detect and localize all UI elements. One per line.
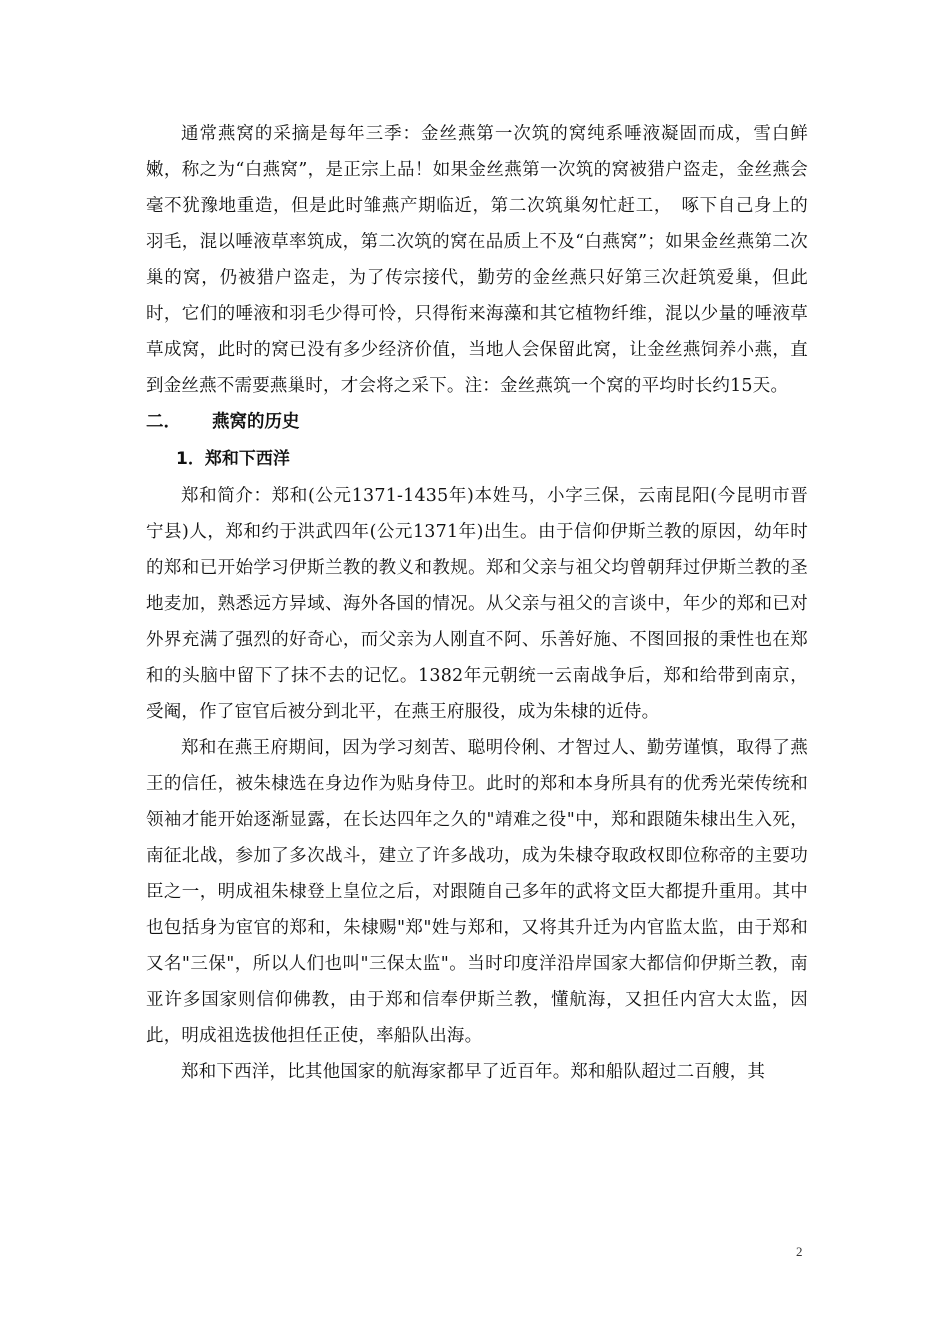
paragraph-bird-nest-harvest: 通常燕窝的采摘是每年三季：金丝燕第一次筑的窝纯系唾液凝固而成，雪白鲜嫩，称之为“白燕窝”，是正宗上品！如果金丝燕第一次筑的窝被猎户盗走，金丝燕会毫不犹豫地重造，但是此时雏燕产期临近，第二次筑巢匆忙赶工， 啄下自己身上的羽毛，混以唾液草率筑成，第二次筑的窝在品质上不及“白燕窝”；如果金丝燕第二次巢的窝，仍被猎户盗走，为了传宗接代，勤劳的金丝燕只好第三次赶筑爱巢，但此时，它们的唾液和羽毛少得可怜，只得衔来海藻和其它植物纤维，混以少量的唾液草草成窝，此时的窝已没有多少经济价值，当地人会保留此窝，让金丝燕饲养小燕，直到金丝燕不需要燕巢时，才会将之采下。注：金丝燕筑一个窝的平均时长约15天。 [146,124,808,396]
section-heading [146,404,808,440]
paragraph-zheng-he-intro: 郑和简介：郑和(公元1371-1435年)本姓马，小字三保，云南昆阳(今昆明市晋宁县)人，郑和约于洪武四年(公元1371年)出生。由于信仰伊斯兰教的原因，幼年时的郑和已开始学习伊斯兰教的教义和教规。郑和父亲与祖父均曾朝拜过伊斯兰教的圣地麦加，熟悉远方异域、海外各国的情况。从父亲与祖父的言谈中，年少的郑和已对外界充满了强烈的好奇心，而父亲为人刚直不阿、乐善好施、不图回报的秉性也在郑和的头脑中留下了抹不去的记忆。1382年元朝统一云南战争后，郑和给带到南京，受阉，作了宦官后被分到北平，在燕王府服役，成为朱棣的近侍。 [146,486,808,722]
section-title: 燕窝的历史 [212,412,300,432]
page-number: 2 [796,1244,803,1259]
section-number: 二． [146,412,181,432]
paragraph-zheng-he-voyages: 郑和下西洋，比其他国家的航海家都早了近百年。郑和船队超过二百艘，其 [181,1062,766,1082]
paragraph-zheng-he-yan-palace: 郑和在燕王府期间，因为学习刻苦、聪明伶俐、才智过人、勤劳谨慎，取得了燕王的信任，被朱棣选在身边作为贴身侍卫。此时的郑和本身所具有的优秀光荣传统和领袖才能开始逐渐显露，在长达四年之久的"靖难之役"中，郑和跟随朱棣出生入死，南征北战，参加了多次战斗，建立了许多战功，成为朱棣夺取政权即位称帝的主要功臣之一，明成祖朱棣登上皇位之后，对跟随自己多年的武将文臣大都提升重用。其中也包括身为宦官的郑和，朱棣赐"郑"姓与郑和，又将其升迁为内官监太监，由于郑和又名"三保"，所以人们也叫"三保太监"。当时印度洋沿岸国家大都信仰伊斯兰教，南亚许多国家则信仰佛教，由于郑和信奉伊斯兰教，懂航海，又担任内宫大太监，因此，明成祖选拔他担任正使，率船队出海。 [146,738,808,1046]
subsection-heading: 1．郑和下西洋 [176,449,290,469]
document-body [146,116,808,1090]
